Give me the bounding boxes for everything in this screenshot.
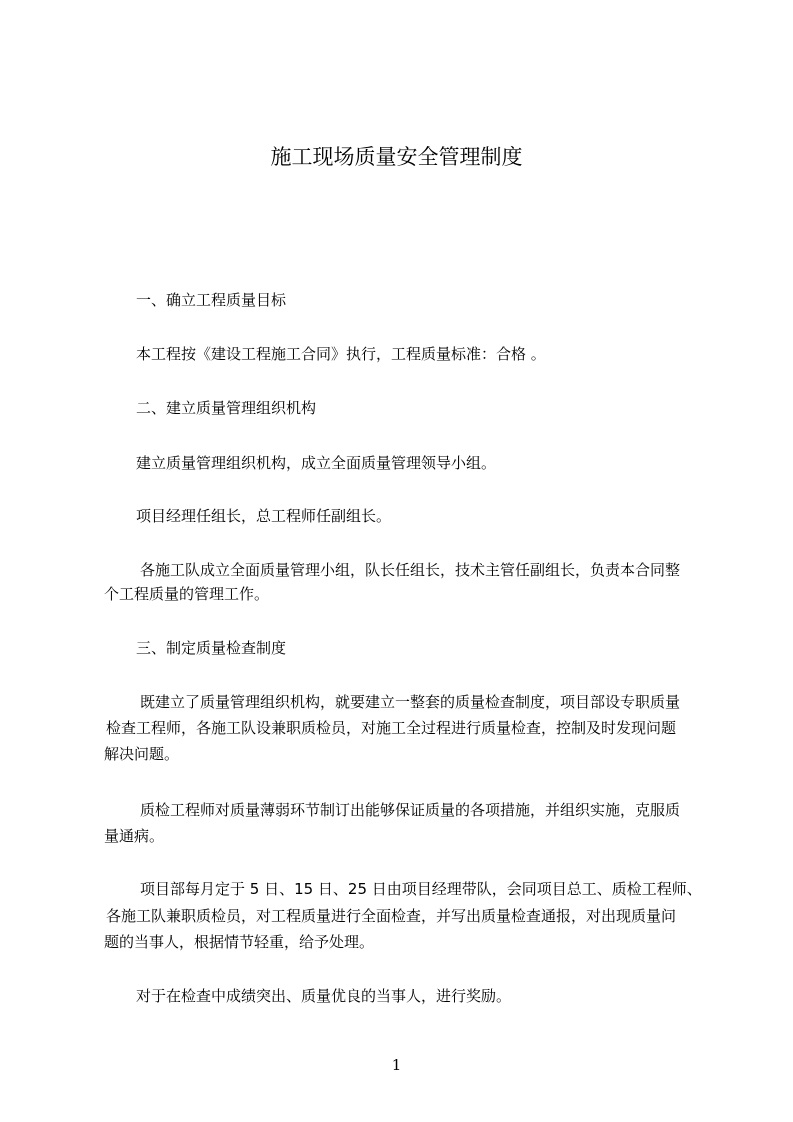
paragraph-line: 各施工队兼职质检员，对工程质量进行全面检查，并写出质量检查通报，对出现质量问 — [106, 907, 677, 925]
paragraph-line: 项目部每月定于 5 日、15 日、25 日由项目经理带队，会同项目总工、质检工程师、 — [140, 880, 702, 898]
section-heading-2: 二、建立质量管理组织机构 — [136, 399, 317, 417]
paragraph-line: 建立质量管理组织机构，成立全面质量管理领导小组。 — [136, 454, 497, 472]
paragraph-line: 解决问题。 — [104, 745, 180, 763]
paragraph-line: 对于在检查中成绩突出、质量优良的当事人，进行奖励。 — [136, 987, 512, 1005]
paragraph-line: 质检工程师对质量薄弱环节制订出能够保证质量的各项措施，并组织实施，克服质 — [140, 801, 681, 819]
paragraph-line: 题的当事人，根据情节轻重，给予处理。 — [104, 933, 375, 951]
paragraph-line: 检查工程师，各施工队设兼职质检员，对施工全过程进行质量检查，控制及时发现问题 — [106, 719, 677, 737]
paragraph-line: 本工程按《建设工程施工合同》执行，工程质量标准：合格 。 — [136, 345, 546, 363]
paragraph-line: 各施工队成立全面质量管理小组，队长任组长，技术主管任副组长，负责本合同整 — [140, 561, 681, 579]
section-heading-3: 三、制定质量检查制度 — [136, 639, 287, 657]
page-number: 1 — [391, 1056, 402, 1074]
paragraph-line: 个工程质量的管理工作。 — [104, 585, 270, 603]
paragraph-line: 既建立了质量管理组织机构，就要建立一整套的质量检查制度，项目部设专职质量 — [140, 693, 681, 711]
paragraph-line: 项目经理任组长，总工程师任副组长。 — [136, 507, 392, 525]
paragraph-line: 量通病。 — [104, 827, 165, 845]
section-heading-1: 一、确立工程质量目标 — [136, 291, 287, 309]
document-title: 施工现场质量安全管理制度 — [270, 145, 523, 169]
